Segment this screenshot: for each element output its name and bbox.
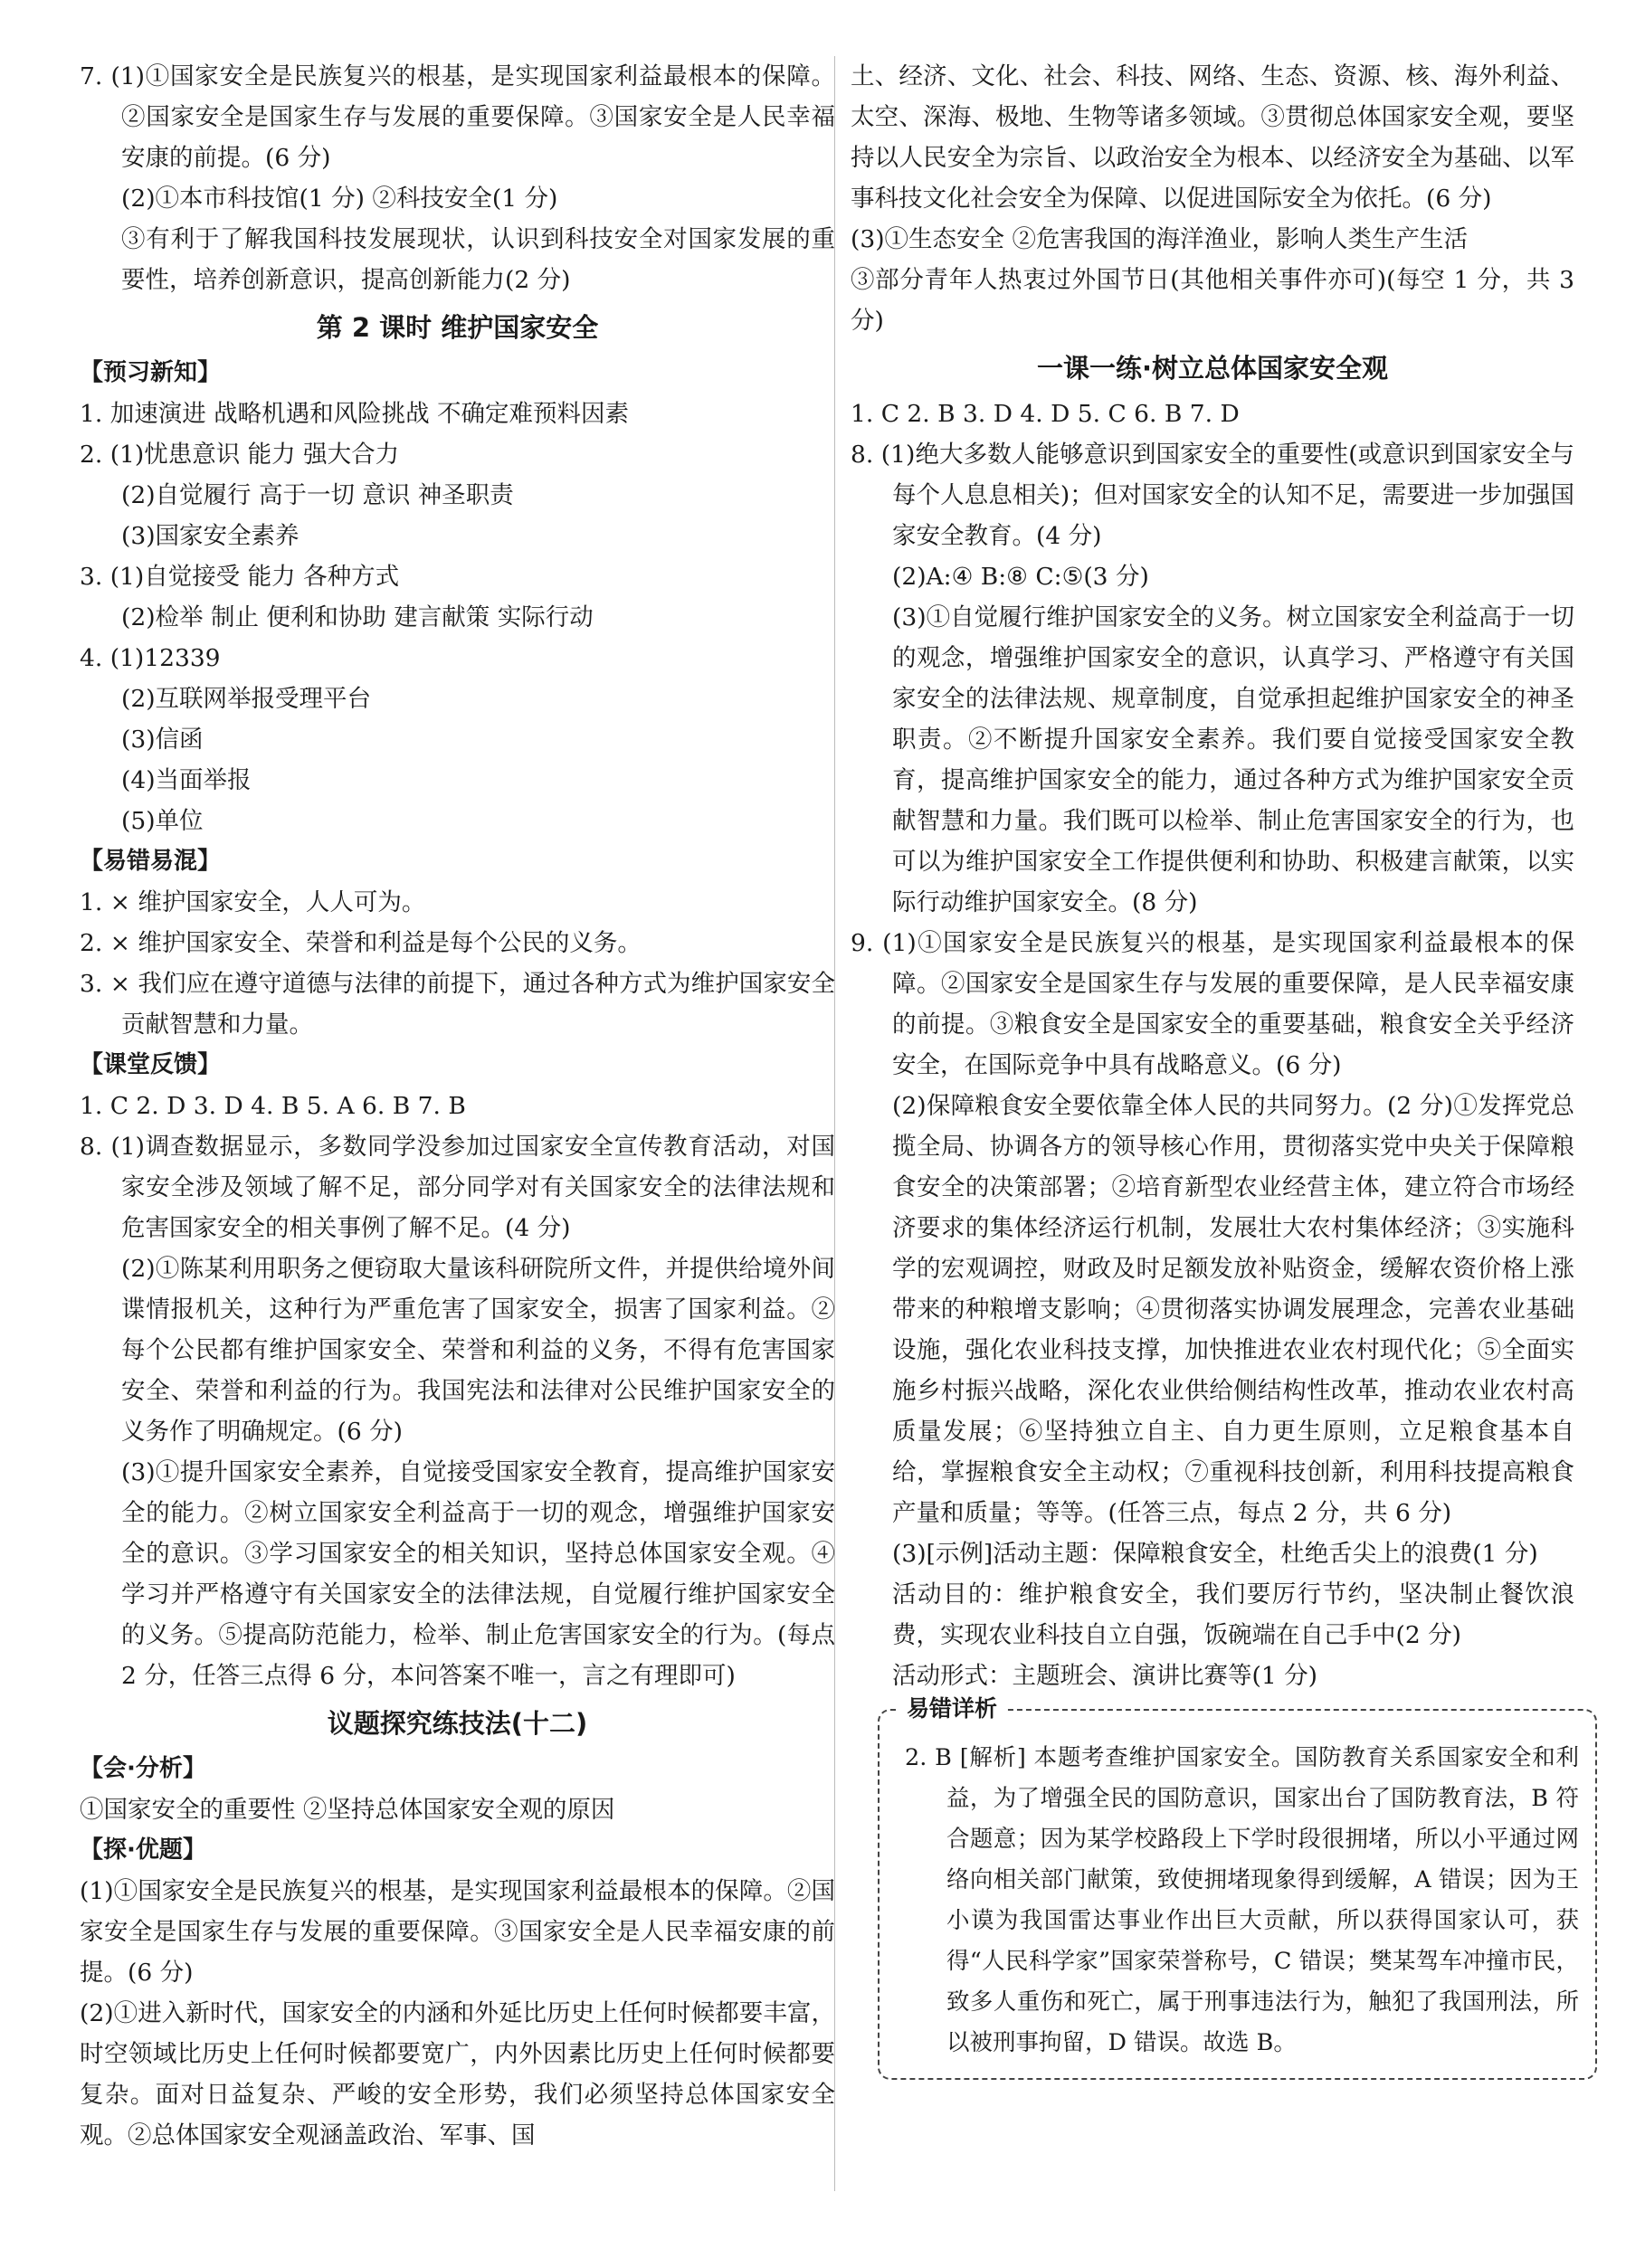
r-q8-part1: 8. (1)绝大多数人能够意识到国家安全的重要性(或意识到国家安全与每个人息息相关)；但对国家安全的认知不足，需要进一步加强国家安全教育。(4 分) (851, 441, 1574, 550)
preview-item: (2)互联网举报受理平台 (121, 685, 372, 713)
preview-item: (5)单位 (121, 807, 204, 835)
r-q8-part2: (2)A:④ B:⑧ C:⑤(3 分) (892, 563, 1149, 591)
mistake-item: 1. × 维护国家安全，人人可为。 (80, 888, 426, 916)
q7-part2: (2)①本市科技馆(1 分) ②科技安全(1 分) (121, 185, 558, 213)
preview-item: (3)信函 (121, 726, 204, 754)
preview-item: 3. (1)自觉接受 能力 各种方式 (80, 563, 400, 591)
left-column (80, 56, 835, 2156)
analyze-label: 【会·分析】 (80, 1755, 206, 1782)
preview-item: (4)当面举报 (121, 766, 252, 794)
q7-part1: 7. (1)①国家安全是民族复兴的根基，是实现国家利益最根本的保障。②国家安全是国家生存与发展的重要保障。③国家安全是人民幸福安康的前提。(6 分) (80, 62, 835, 172)
explore-part2: (2)①进入新时代，国家安全的内涵和外延比历史上任何时候都要丰富，时空领域比历史上任何时候都要宽广，内外因素比历史上任何时候都要复杂。面对日益复杂、严峻的安全形势，我们必须坚持总体国家安全观。②总体国家安全观涵盖政治、军事、国 (80, 1999, 835, 2149)
q8-part2: (2)①陈某利用职务之便窃取大量该科研院所文件，并提供给境外间谍情报机关，这种行为严重危害了国家安全，损害了国家利益。②每个公民都有维护国家安全、荣誉和利益的义务，不得有危害国家安全、荣誉和利益的行为。我国宪法和法律对公民维护国家安全的义务作了明确规定。(6 分) (121, 1255, 835, 1446)
explore-part3-cont: ③部分青年人热衷过外国节日(其他相关事件亦可)(每空 1 分，共 3 分) (851, 266, 1574, 335)
mistake-label: 【易错易混】 (80, 848, 222, 875)
q9-part2: (2)保障粮食安全要依靠全体人民的共同努力。(2 分)①发挥党总揽全局、协调各方的领导核心作用，贯彻落实党中央关于保障粮食安全的决策部署；②培育新型农业经营主体，建立符合市场经济要求的集体经济运行机制，发展壮大农村集体经济；③实施科学的宏观调控，财政及时足额发放补贴资金，缓解农资价格上涨带来的种粮增支影响；④贯彻落实协调发展理念，完善农业基础设施，强化农业科技支撑，加快推进农业农村现代化；⑤全面实施乡村振兴战略，深化农业供给侧结构性改革，推动农业农村高质量发展；⑥坚持独立自主、自力更生原则，立足粮食基本自给，掌握粮食安全主动权；⑦重视科技创新，利用科技提高粮食产量和质量；等等。(任答三点，每点 2 分，共 6 分) (892, 1092, 1574, 1527)
r-q8-part3: (3)①自觉履行维护国家安全的义务。树立国家安全利益高于一切的观念，增强维护国家安全的意识，认真学习、严格遵守有关国家安全的法律法规、规章制度，自觉承担起维护国家安全的神圣职责。②不断提升国家安全素养。我们要自觉接受国家安全教育，提高维护国家安全的能力，通过各种方式为维护国家安全贡献智慧和力量。我们既可以检举、制止危害国家安全的行为，也可以为维护国家安全工作提供便利和协助、积极建言献策，以实际行动维护国家安全。(8 分) (892, 603, 1574, 916)
topic-title: 议题探究练技法(十二) (327, 1708, 588, 1739)
preview-item: (3)国家安全素养 (121, 522, 300, 550)
error-analysis-text: 2. B [解析] 本题考查维护国家安全。国防教育关系国家安全和利益，为了增强全民的国防意识，国家出台了国防教育法，B 符合题意；因为某学校路段上下学时段很拥堵，所以小平通过网络向相关部门献策，致使拥堵现象得到缓解，A 错误；因为王小谟为我国雷达事业作出巨大贡献，所以获得国家认可，获得“人民科学家”国家荣誉称号，C 错误；樊某驾车冲撞市民，致多人重伤和死亡，属于刑事违法行为，触犯了我国刑法，所以被刑事拘留，D 错误。故选 B。 (905, 1744, 1579, 2056)
preview-item: 4. (1)12339 (80, 644, 221, 672)
lesson2-title: 第 2 课时 维护国家安全 (316, 312, 599, 343)
explore-part1: (1)①国家安全是民族复兴的根基，是实现国家利益最根本的保障。②国家安全是国家生存与发展的重要保障。③国家安全是人民幸福安康的前提。(6 分) (80, 1877, 835, 1987)
q9-part1: 9. (1)①国家安全是民族复兴的根基，是实现国家利益最根本的保障。②国家安全是国家生存与发展的重要保障，是人民幸福安康的前提。③粮食安全是国家安全的重要基础，粮食安全关乎经济安全，在国际竞争中具有战略意义。(6 分) (851, 929, 1574, 1079)
q8-part3: (3)①提升国家安全素养，自觉接受国家安全教育，提高维护国家安全的能力。②树立国家安全利益高于一切的观念，增强维护国家安全的意识。③学习国家安全的相关知识，坚持总体国家安全观。④学习并严格遵守有关国家安全的法律法规，自觉履行维护国家安全的义务。⑤提高防范能力，检举、制止危害国家安全的行为。(每点 2 分，任答三点得 6 分，本问答案不唯一，言之有理即可) (121, 1458, 835, 1690)
q9-part3-form: 活动形式：主题班会、演讲比赛等(1 分) (892, 1662, 1317, 1690)
preview-label: 【预习新知】 (80, 359, 222, 386)
mistake-item: 3. × 我们应在遵守道德与法律的前提下，通过各种方式为维护国家安全贡献智慧和力量。 (80, 970, 835, 1039)
mistake-item: 2. × 维护国家安全、荣誉和利益是每个公民的义务。 (80, 929, 642, 957)
preview-item: (2)检举 制止 便利和协助 建言献策 实际行动 (121, 603, 594, 631)
q8-part1: 8. (1)调查数据显示，多数同学没参加过国家安全宣传教育活动，对国家安全涉及领域了解不足，部分同学对有关国家安全的法律法规和危害国家安全的相关事例了解不足。(4 分) (80, 1133, 835, 1242)
error-analysis-label: 易错详析 (898, 1691, 1006, 1723)
right-column (851, 56, 1579, 2080)
preview-item: 1. 加速演进 战略机遇和风险挑战 不确定难预料因素 (80, 400, 630, 428)
preview-item: (2)自觉履行 高于一切 意识 神圣职责 (121, 481, 514, 509)
q7-part3: ③有利于了解我国科技发展现状，认识到科技安全对国家发展的重要性，培养创新意识，提高创新能力(2 分) (121, 225, 835, 294)
preview-item: 2. (1)忧患意识 能力 强大合力 (80, 441, 400, 469)
analyze-text: ①国家安全的重要性 ②坚持总体国家安全观的原因 (80, 1796, 615, 1824)
error-analysis-box (878, 1695, 1597, 2080)
feedback-label: 【课堂反馈】 (80, 1051, 222, 1078)
feedback-answers: 1. C 2. D 3. D 4. B 5. A 6. B 7. B (80, 1092, 466, 1120)
q9-part3-goal: 活动目的：维护粮食安全，我们要厉行节约，坚决制止餐饮浪费，实现农业科技自立自强，饭碗端在自己手中(2 分) (892, 1580, 1574, 1649)
practice-title: 一课一练·树立总体国家安全观 (1036, 353, 1389, 384)
q9-part3: (3)[示例]活动主题：保障粮食安全，杜绝舌尖上的浪费(1 分) (892, 1540, 1538, 1568)
explore-label: 【探·优题】 (80, 1836, 206, 1864)
explore-part3: (3)①生态安全 ②危害我国的海洋渔业，影响人类生产生活 (851, 225, 1468, 253)
explore-continued: 土、经济、文化、社会、科技、网络、生态、资源、核、海外利益、太空、深海、极地、生物等诸多领域。③贯彻总体国家安全观，要坚持以人民安全为宗旨、以政治安全为根本、以经济安全为基础、以军事科技文化社会安全为保障、以促进国际安全为依托。(6 分) (851, 62, 1574, 213)
choice-answers: 1. C 2. B 3. D 4. D 5. C 6. B 7. D (851, 400, 1240, 428)
